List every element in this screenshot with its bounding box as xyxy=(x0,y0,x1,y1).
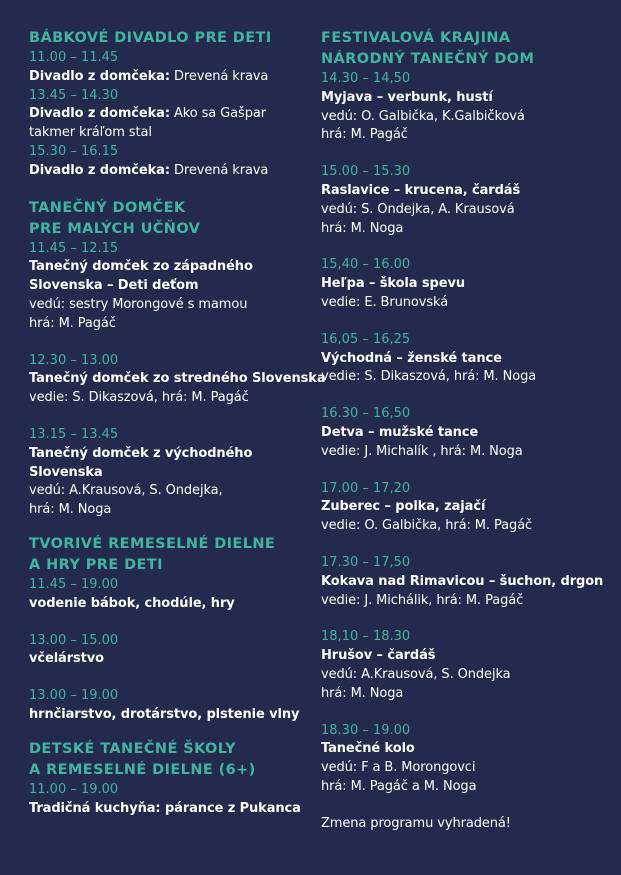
event-time: 14.30 – 14,50 xyxy=(321,71,411,86)
event-detail: hrá: M. Pagáč xyxy=(321,127,408,143)
section-heading: A REMESELNÉ DIELNE (6+) xyxy=(29,761,256,778)
event-title: Myjava – verbunk, hustí xyxy=(321,89,493,105)
event-detail: vedú: S. Ondejka, A. Krausová xyxy=(321,201,515,217)
section-tvorive-dielne xyxy=(29,534,309,725)
section-heading: NÁRODNÝ TANEČNÝ DOM xyxy=(321,51,535,67)
event-detail: vedú: O. Galbička, K.Galbičková xyxy=(321,108,525,124)
event-item xyxy=(321,628,611,703)
event-time: 18.30 – 19.00 xyxy=(321,722,411,738)
event-time: 11.45 – 12.15 xyxy=(29,240,119,256)
event-title: Tanečný domček zo stredného Slovenska xyxy=(29,371,326,387)
event-detail: vedie: J. Michálik, hrá: M. Pagáč xyxy=(321,592,524,608)
event-title: Slovenska xyxy=(29,464,103,480)
event-item xyxy=(321,70,611,145)
event-time: 15,40 – 16.00 xyxy=(321,257,411,273)
event-detail: hrá: M. Pagáč a M. Noga xyxy=(321,778,477,794)
event-detail: hrá: M. Noga xyxy=(321,685,404,701)
section-heading: DETSKÉ TANEČNÉ ŠKOLY xyxy=(29,740,237,757)
event-detail: vedie: E. Brunovská xyxy=(321,294,449,310)
event-time: 11.00 – 19.00 xyxy=(29,781,119,797)
event-title: včelárstvo xyxy=(29,651,104,667)
event-detail: vedie: O. Galbička, hrá: M. Pagáč xyxy=(321,518,533,534)
event-time: 15.30 – 16.15 xyxy=(29,143,119,159)
section-heading: BÁBKOVÉ DIVADLO PRE DETI xyxy=(29,30,272,46)
event-detail: hrá: M. Noga xyxy=(321,220,404,236)
event-item xyxy=(321,256,611,312)
event-item xyxy=(321,554,611,610)
event-title: Hrušov – čardáš xyxy=(321,648,436,664)
event-time: 17.00 – 17,20 xyxy=(321,480,411,496)
left-column xyxy=(29,28,326,818)
event-time: 13.00 – 15.00 xyxy=(29,632,119,648)
event-title: Raslavice – krucena, čardáš xyxy=(321,182,521,198)
event-title: Divadlo z domčeka: Drevená krava xyxy=(29,162,269,178)
event-time: 15.00 – 15.30 xyxy=(321,164,411,180)
event-title: Zuberec – polka, zajačí xyxy=(321,499,486,515)
event-detail: vedie: S. Dikaszová, hrá: M. Pagáč xyxy=(29,390,249,406)
event-time: 12.30 – 13.00 xyxy=(29,352,119,368)
event-detail: vedú: A.Krausová, S. Ondejka, xyxy=(29,483,223,499)
event-title: Heľpa – škola spevu xyxy=(321,276,465,292)
event-detail: vedú: sestry Morongové s mamou xyxy=(29,296,248,312)
section-tanecny-domcek xyxy=(29,198,326,520)
event-item xyxy=(321,405,611,461)
event-time: 13.45 – 14.30 xyxy=(29,87,119,103)
section-heading: TANEČNÝ DOMČEK xyxy=(29,199,186,216)
event-item xyxy=(321,722,611,797)
event-time: 11.00 – 11.45 xyxy=(29,50,119,65)
event-item xyxy=(321,480,611,536)
event-detail: vedie: S. Dikaszová, hrá: M. Noga xyxy=(321,369,537,385)
section-heading: FESTIVALOVÁ KRAJINA xyxy=(321,30,511,46)
event-time: 11.45 – 19.00 xyxy=(29,576,119,592)
event-title: vodenie bábok, chodúle, hry xyxy=(29,595,235,611)
event-title: Východná – ženské tance xyxy=(321,350,502,366)
event-title: Tradičná kuchyňa: párance z Pukanca xyxy=(29,800,301,816)
event-title: hrnčiarstvo, drotárstvo, plstenie vlny xyxy=(29,706,300,722)
event-time: 16,05 – 16,25 xyxy=(321,331,411,347)
event-title: Tanečný domček z východného xyxy=(29,445,253,461)
event-list xyxy=(321,70,611,797)
event-item xyxy=(321,163,611,238)
event-title: Tanečný domček zo západného xyxy=(29,259,253,275)
event-time: 18,10 – 18.30 xyxy=(321,629,411,645)
section-heading: PRE MALÝCH UČŇOV xyxy=(29,220,201,237)
footer-note: Zmena programu vyhradená! xyxy=(321,815,511,831)
section-detske-skoly xyxy=(29,739,309,819)
event-title: Divadlo z domčeka: Drevená krava xyxy=(29,68,269,84)
event-detail: hrá: M. Pagáč xyxy=(29,315,116,331)
event-detail: vedú: A.Krausová, S. Ondejka xyxy=(321,666,511,682)
event-time: 13.15 – 13.45 xyxy=(29,426,119,442)
event-title: Divadlo z domčeka: Ako sa Gašpar xyxy=(29,106,266,122)
event-title: Tanečné kolo xyxy=(321,741,415,757)
event-time: 13.00 – 19.00 xyxy=(29,688,119,704)
section-babkove-divadlo xyxy=(29,28,309,181)
event-title-cont: takmer kráľom stal xyxy=(29,125,152,141)
event-time: 16.30 – 16,50 xyxy=(321,406,411,422)
right-column xyxy=(321,28,611,834)
event-time: 17.30 – 17,50 xyxy=(321,554,411,570)
section-heading: TVORIVÉ REMESELNÉ DIELNE xyxy=(29,535,276,552)
event-detail: vedú: F a B. Morongovci xyxy=(321,760,476,776)
event-title: Slovenska – Deti deťom xyxy=(29,278,199,294)
event-detail: vedie: J. Michalík , hrá: M. Noga xyxy=(321,443,523,459)
event-title: Kokava nad Rimavicou – šuchon, drgon xyxy=(321,573,604,589)
event-detail: hrá: M. Noga xyxy=(29,502,112,518)
section-heading: A HRY PRE DETI xyxy=(29,556,163,573)
event-title: Detva – mužské tance xyxy=(321,424,479,440)
event-item xyxy=(321,331,611,387)
